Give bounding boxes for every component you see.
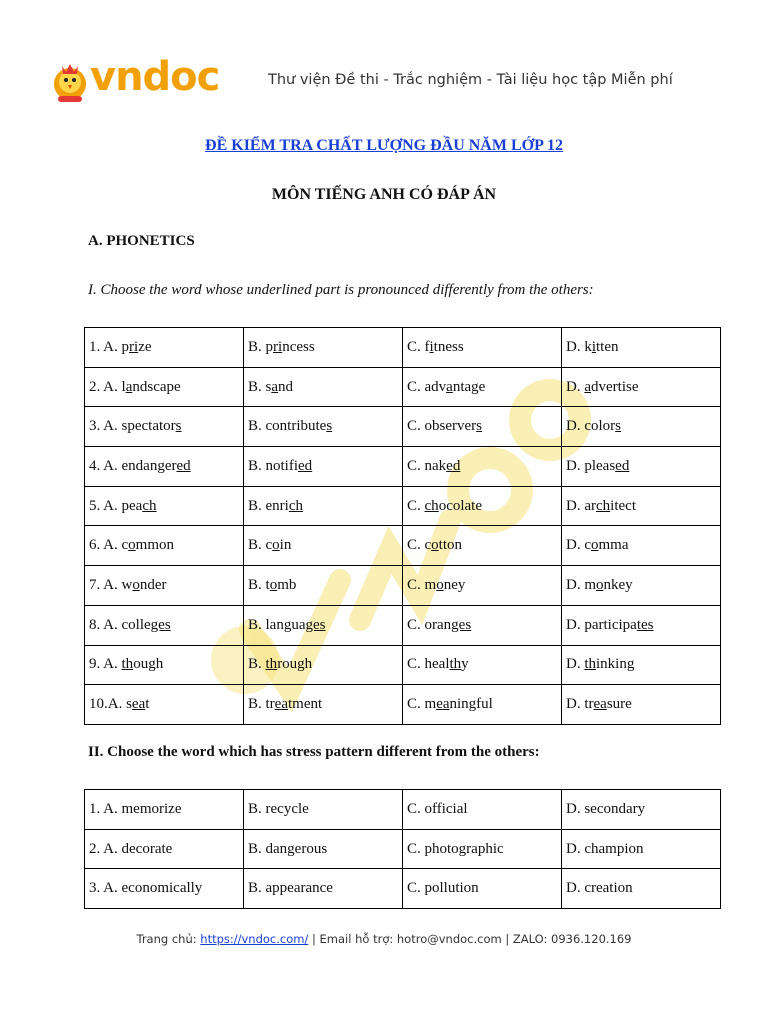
underlined-part: i	[429, 338, 434, 355]
word-part: D. k	[566, 338, 592, 355]
option-cell	[403, 486, 562, 526]
underlined-part: a	[446, 378, 453, 395]
word-part: ntage	[452, 378, 486, 395]
word-part: B. t	[248, 576, 270, 593]
word-part: B. s	[248, 378, 272, 395]
underlined-part: ges	[305, 616, 326, 633]
word-part: tness	[433, 338, 464, 355]
exam-title[interactable]: ĐỀ KIỂM TRA CHẤT LƯỢNG ĐẦU NĂM LỚP 12	[205, 137, 563, 154]
underlined-part: tes	[636, 616, 654, 633]
underlined-part: ea	[274, 696, 288, 713]
word-part: C. nak	[407, 457, 447, 474]
table-row	[85, 790, 721, 830]
underlined-part: ed	[446, 457, 461, 474]
underlined-part: ri	[129, 338, 139, 355]
underlined-part: o	[269, 576, 278, 593]
underlined-part: ri	[273, 338, 283, 355]
option-cell	[562, 526, 721, 566]
option-cell	[403, 407, 562, 447]
option-cell: 3. A. economically	[85, 869, 244, 909]
footer-home-link[interactable]: https://vndoc.com/	[200, 932, 309, 946]
word-part: B. tr	[248, 696, 275, 713]
underlined-part: ed	[176, 457, 191, 474]
word-part: ndscape	[132, 378, 181, 395]
word-part: 4. A. endanger	[89, 457, 177, 474]
option-cell	[85, 685, 244, 725]
option-cell	[403, 447, 562, 487]
option-cell	[85, 566, 244, 606]
option-cell	[403, 328, 562, 368]
option-cell	[85, 645, 244, 685]
word-part: 10.A. s	[89, 696, 132, 713]
option-cell	[244, 566, 403, 606]
word-part: ncess	[282, 338, 315, 355]
option-cell: 2. A. decorate	[85, 829, 244, 869]
underlined-part: th	[121, 656, 134, 673]
option-cell	[85, 486, 244, 526]
word-part: tten	[596, 338, 619, 355]
table-row	[85, 566, 721, 606]
vndoc-logo[interactable]	[50, 54, 220, 106]
word-part: B. p	[248, 338, 274, 355]
option-cell: B. recycle	[244, 790, 403, 830]
word-part: 7. A. w	[89, 576, 133, 593]
option-cell	[244, 447, 403, 487]
option-cell	[562, 685, 721, 725]
table-row	[85, 869, 721, 909]
stress-table	[84, 789, 721, 909]
underlined-part: th	[265, 656, 278, 673]
word-part: C. c	[407, 537, 432, 554]
word-part: C. heal	[407, 656, 450, 673]
word-part: D.	[566, 656, 585, 673]
option-cell: D. secondary	[562, 790, 721, 830]
word-part: B. c	[248, 537, 273, 554]
word-part: D. m	[566, 576, 596, 593]
word-part: C. f	[407, 338, 430, 355]
logo-text: vndoc	[90, 54, 220, 100]
option-cell	[85, 367, 244, 407]
underlined-part: a	[125, 378, 133, 395]
underlined-part: s	[175, 418, 182, 435]
word-part: D. tr	[566, 696, 594, 713]
option-cell	[403, 685, 562, 725]
word-part: ough	[133, 656, 164, 673]
word-part: ningful	[449, 696, 493, 713]
word-part: ocolate	[438, 497, 482, 514]
option-cell	[85, 447, 244, 487]
underlined-part: ed	[615, 457, 630, 474]
word-part: sure	[606, 696, 632, 713]
table-row	[85, 447, 721, 487]
option-cell	[244, 407, 403, 447]
word-part: y	[461, 656, 469, 673]
option-cell	[562, 328, 721, 368]
word-part: B. notifi	[248, 457, 299, 474]
underlined-part: ea	[436, 696, 450, 713]
word-part: 6. A. c	[89, 537, 129, 554]
table-row	[85, 605, 721, 645]
option-cell	[562, 367, 721, 407]
underlined-part: ea	[593, 696, 607, 713]
word-part: B. enri	[248, 497, 289, 514]
word-part: B. langua	[248, 616, 306, 633]
footer-prefix: Trang chủ:	[136, 932, 201, 946]
underlined-part: i	[591, 338, 597, 355]
word-part: D. participa	[566, 616, 637, 633]
table-row	[85, 829, 721, 869]
word-part: ney	[443, 576, 466, 593]
option-cell	[244, 645, 403, 685]
table-row	[85, 407, 721, 447]
section-heading-phonetics: A. PHONETICS	[88, 233, 195, 249]
option-cell	[244, 367, 403, 407]
underlined-part: ch	[288, 497, 303, 514]
word-part: 1. A. p	[89, 338, 130, 355]
word-part: nkey	[603, 576, 633, 593]
pronunciation-table	[84, 327, 721, 725]
word-part: C. oran	[407, 616, 452, 633]
word-part: 8. A. colle	[89, 616, 151, 633]
chicken-mascot-icon	[50, 58, 94, 106]
word-part: mmon	[135, 537, 175, 554]
word-part: 3. A. spectator	[89, 418, 176, 435]
word-part: inking	[596, 656, 635, 673]
option-cell	[85, 407, 244, 447]
option-cell	[562, 486, 721, 526]
word-part: rough	[277, 656, 313, 673]
option-cell	[244, 685, 403, 725]
underlined-part: o	[591, 537, 599, 554]
word-part: 5. A. pea	[89, 497, 143, 514]
option-cell: C. pollution	[403, 869, 562, 909]
word-part: D. pleas	[566, 457, 616, 474]
option-cell: C. official	[403, 790, 562, 830]
option-cell: D. creation	[562, 869, 721, 909]
word-part: D.	[566, 378, 585, 395]
option-cell	[403, 605, 562, 645]
option-cell	[85, 328, 244, 368]
word-part: t	[145, 696, 150, 713]
table-row	[85, 645, 721, 685]
option-cell	[403, 645, 562, 685]
option-cell	[403, 526, 562, 566]
option-cell	[244, 328, 403, 368]
underlined-part: ed	[298, 457, 313, 474]
option-cell	[85, 526, 244, 566]
option-cell	[403, 367, 562, 407]
table-row	[85, 367, 721, 407]
footer-contact: | Email hỗ trợ: hotro@vndoc.com | ZALO: 0936.120.169	[308, 932, 632, 946]
word-part: tment	[288, 696, 323, 713]
option-cell: C. photographic	[403, 829, 562, 869]
page-footer	[0, 932, 768, 946]
option-cell	[85, 605, 244, 645]
underlined-part: s	[476, 418, 482, 435]
exam-subtitle: MÔN TIẾNG ANH CÓ ĐÁP ÁN	[271, 186, 497, 203]
underlined-part: a	[584, 378, 592, 395]
underlined-part: o	[436, 576, 444, 593]
page-header	[0, 0, 768, 110]
option-cell: D. champion	[562, 829, 721, 869]
word-part: mma	[598, 537, 629, 554]
instruction-stress: II. Choose the word which has stress pattern different from the others:	[88, 744, 540, 760]
option-cell	[562, 605, 721, 645]
underlined-part: ch	[596, 497, 611, 514]
option-cell	[244, 605, 403, 645]
underlined-part: s	[615, 418, 621, 435]
option-cell	[562, 447, 721, 487]
underlined-part: ges	[451, 616, 472, 633]
underlined-part: o	[272, 537, 280, 554]
word-part: ze	[138, 338, 152, 355]
underlined-part: s	[326, 418, 333, 435]
underlined-part: ges	[150, 616, 171, 633]
underlined-part: o	[596, 576, 604, 593]
instruction-pronunciation: I. Choose the word whose underlined part is pronounced differently from the others:	[88, 282, 594, 298]
underlined-part: o	[431, 537, 439, 554]
underlined-part: th	[584, 656, 597, 673]
underlined-part: a	[271, 378, 279, 395]
table-row	[85, 486, 721, 526]
word-part: C. m	[407, 696, 437, 713]
underlined-part: o	[128, 537, 136, 554]
word-part: 9. A.	[89, 656, 122, 673]
word-part: nd	[278, 378, 294, 395]
option-cell	[562, 407, 721, 447]
word-part: B.	[248, 656, 266, 673]
table-row	[85, 685, 721, 725]
word-part: C. adv	[407, 378, 447, 395]
word-part: B. contribute	[248, 418, 327, 435]
option-cell: B. appearance	[244, 869, 403, 909]
header-tagline: Thư viện Đề thi - Trắc nghiệm - Tài liệu học tập Miễn phí	[268, 72, 673, 88]
table-row	[85, 526, 721, 566]
word-part: C. observer	[407, 418, 477, 435]
option-cell	[244, 486, 403, 526]
underlined-part: ch	[142, 497, 157, 514]
word-part: D. color	[566, 418, 616, 435]
underlined-part: ch	[424, 497, 439, 514]
option-cell: 1. A. memorize	[85, 790, 244, 830]
word-part: C. m	[407, 576, 437, 593]
underlined-part: o	[132, 576, 140, 593]
word-part: 2. A. l	[89, 378, 126, 395]
underlined-part: th	[449, 656, 462, 673]
word-part: C.	[407, 497, 425, 514]
word-part: in	[279, 537, 292, 554]
option-cell	[562, 645, 721, 685]
word-part: tton	[438, 537, 463, 554]
word-part: mb	[277, 576, 297, 593]
option-cell	[562, 566, 721, 606]
option-cell	[403, 566, 562, 606]
word-part: itect	[610, 497, 636, 514]
option-cell: B. dangerous	[244, 829, 403, 869]
word-part: nder	[139, 576, 167, 593]
word-part: D. c	[566, 537, 591, 554]
table-row	[85, 328, 721, 368]
word-part: D. ar	[566, 497, 596, 514]
underlined-part: ea	[131, 696, 146, 713]
word-part: dvertise	[591, 378, 639, 395]
option-cell	[244, 526, 403, 566]
